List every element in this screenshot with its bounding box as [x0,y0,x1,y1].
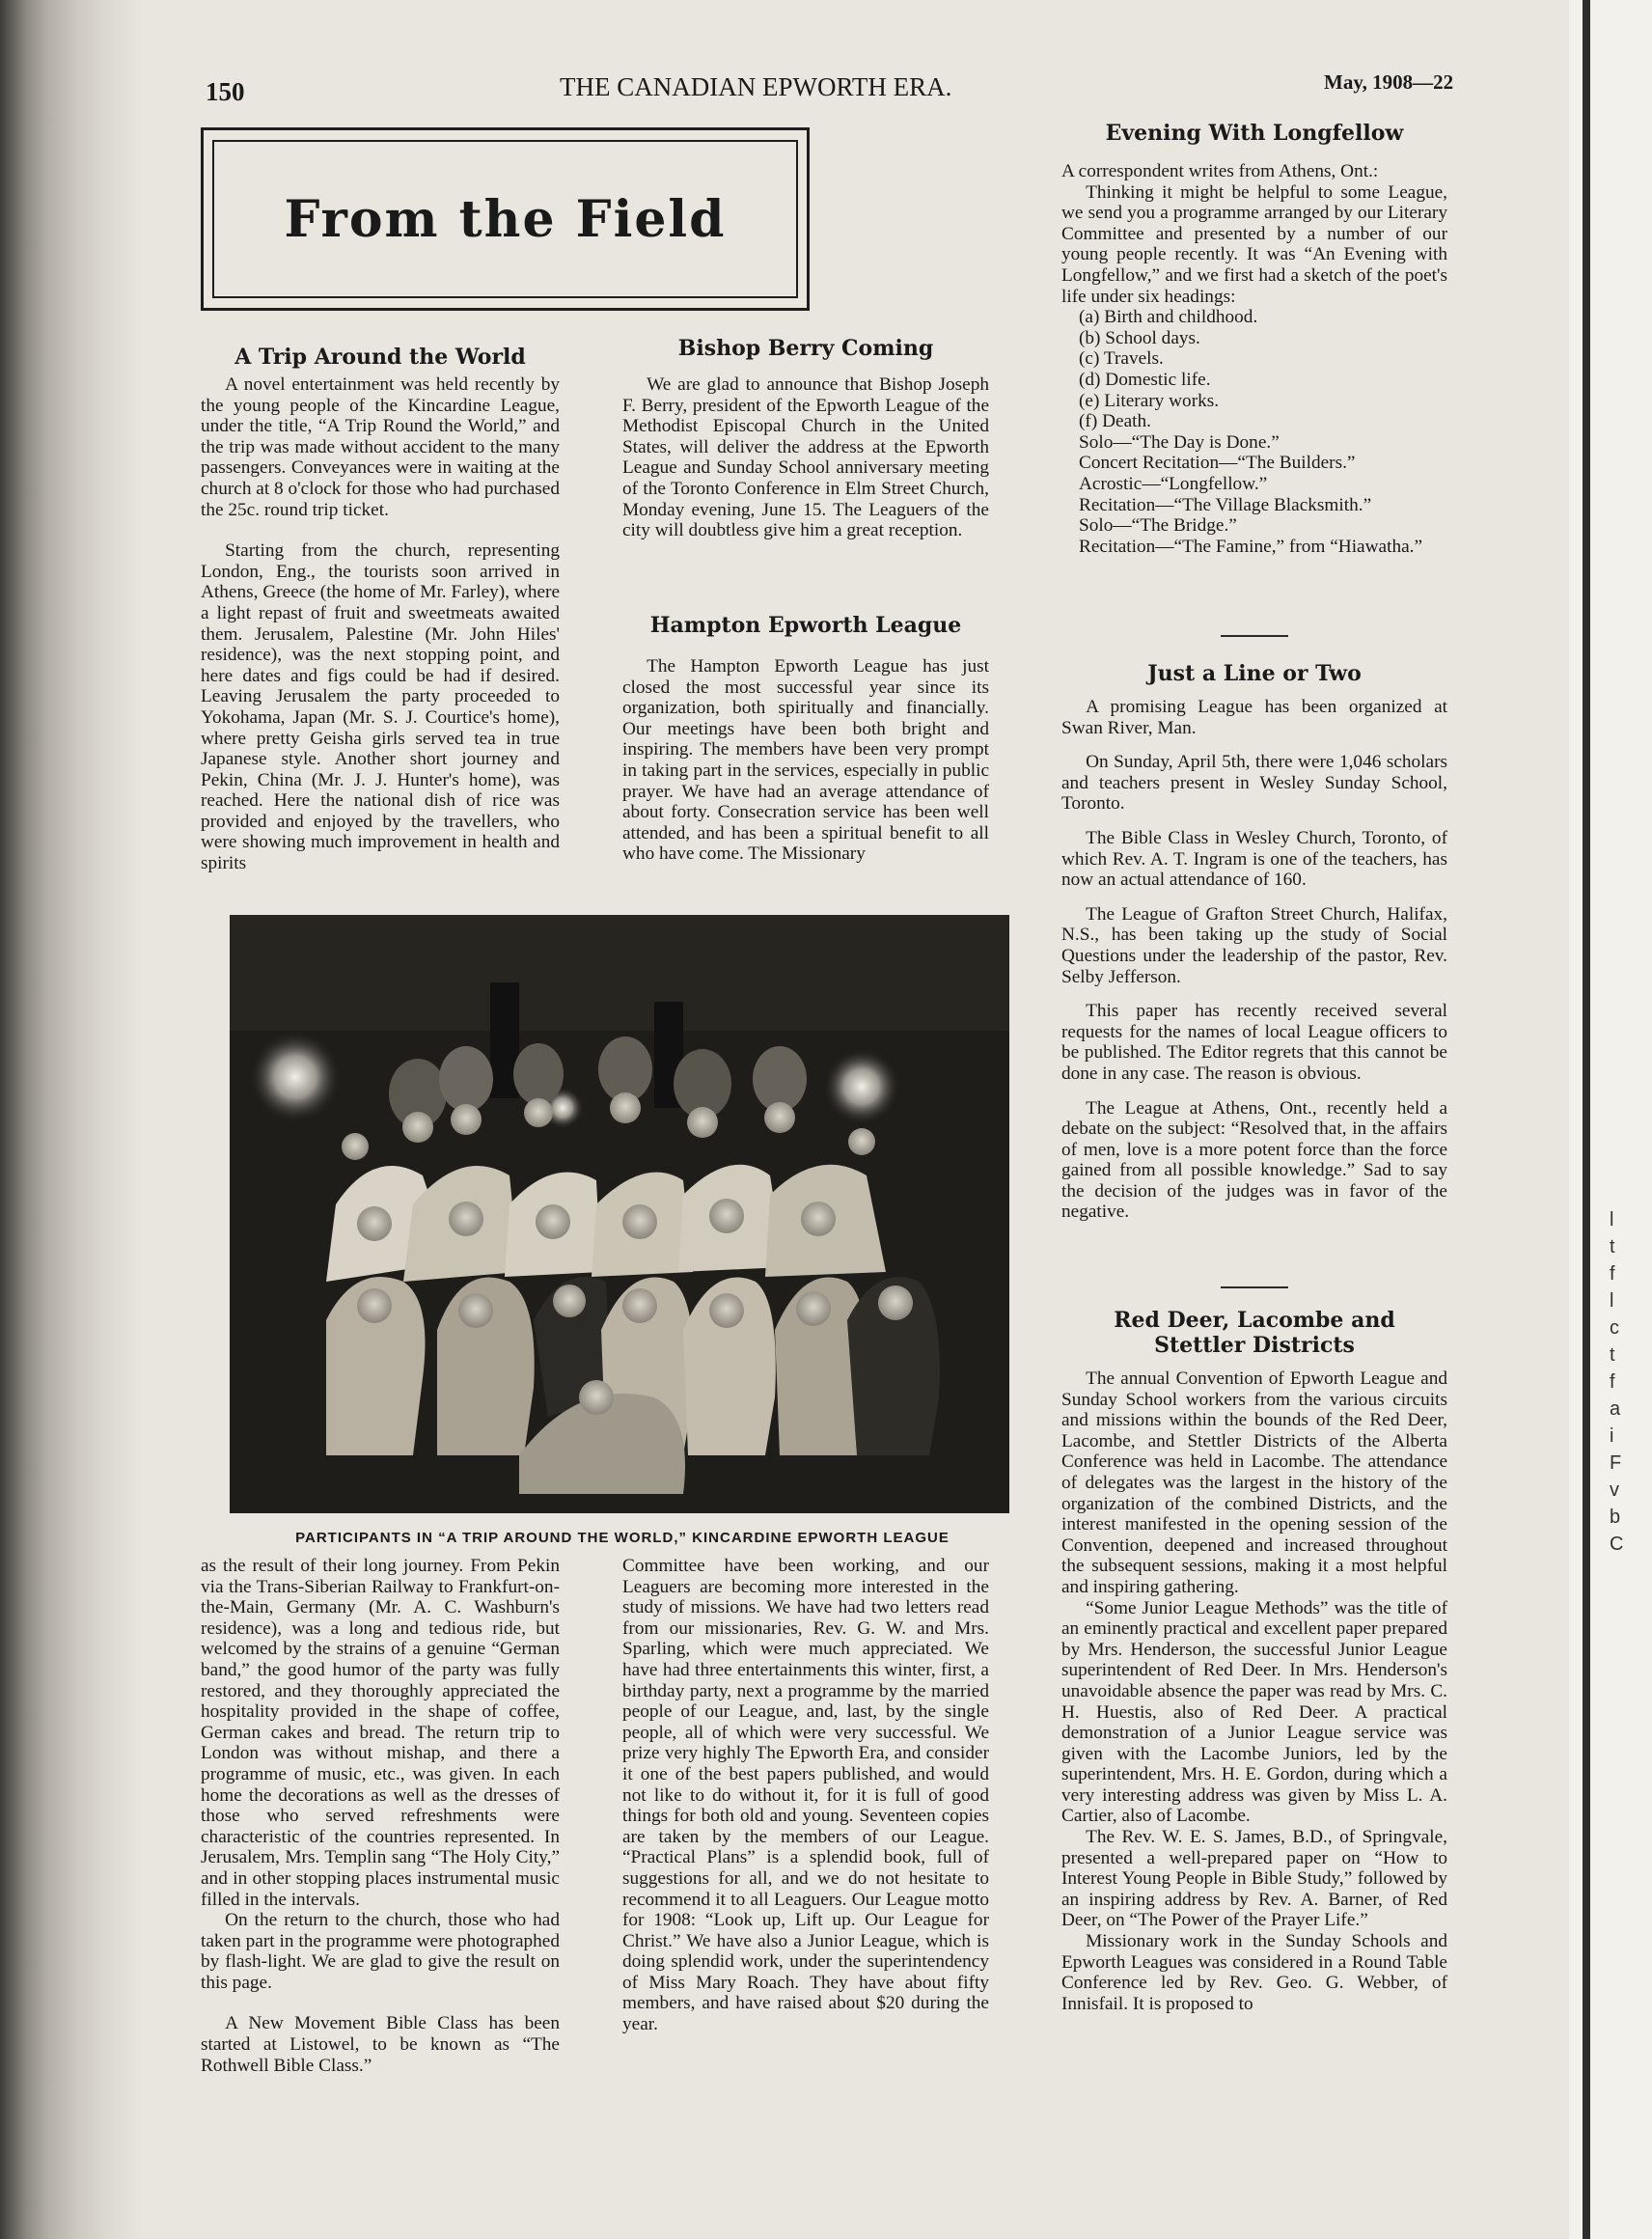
article-just-a-line [1061,697,1447,1223]
separator-rule [1221,1286,1288,1288]
programme-item: Acrostic—“Longfellow.” [1079,473,1268,494]
programme-item: (a) Birth and childhood. [1079,307,1258,328]
heading-line: Red Deer, Lacombe and [1114,1308,1395,1333]
edge-letter: C [1610,1534,1624,1555]
paragraph: A novel entertainment was held recently by the young people of the Kincardine League, under the title, “A Trip Round the World,” and the trip was made without accident to the many passengers. Conveyances were in waiting at the church at 8 o'clock for those who had purchased the 25c. round trip ticket. [201,374,560,520]
edge-letter: l [1610,1209,1614,1230]
heading-trip-around-world: A Trip Around the World [234,345,526,370]
article-berry [622,374,989,562]
article-red-deer [1061,1368,1447,2014]
edge-letter: a [1610,1398,1621,1420]
programme-item-last: Recitation—“The Famine,” from “Hiawatha.” [1079,536,1423,557]
programme-item: Recitation—“The Village Blacksmith.” [1079,494,1372,515]
programme-item: Concert Recitation—“The Builders.” [1079,453,1356,474]
edge-letter: F [1610,1452,1622,1474]
heading-red-deer [1061,1308,1447,1358]
heading-line: Stettler Districts [1154,1333,1355,1358]
running-title: THE CANADIAN EPWORTH ERA. [560,72,952,101]
book-binding-shadow [0,0,145,2239]
adjacent-page-edge [1569,0,1652,2239]
paragraph: We are glad to announce that Bishop Joseph F. Berry, president of the Epworth League of the Methodist Episcopal Church in the United States, will deliver the address at the Epworth League and Sunday School anniversary meeting of the Toronto Conference in Elm Street Church, Monday evening, June 15. The Leaguers of the city will doubtless give him a great reception. [622,374,989,541]
article-longfellow [1061,161,1447,577]
programme-list [1061,307,1447,537]
edge-letter-column [1610,1206,1623,1558]
paragraph: A correspondent writes from Athens, Ont.: [1061,161,1379,181]
heading-bishop-berry: Bishop Berry Coming [677,336,934,361]
section-banner [201,127,810,311]
page-number: 150 [206,77,245,106]
paragraph: as the result of their long journey. From Pekin via the Trans-Siberian Railway to Frankfurt-on-the-Main, Germany (Mr. A. C. Washburn's residence), was a long and tedious ride, but welcomed by the strains of a genuine “German band,” the good humor of the party was fully restored, and they thoroughly appreciated the hospitality provided in the shape of coffee, German cakes and bread. The return trip to London was without mishap, and there a programme of music, etc., was given. In each home the decorations as well as the dresses of those who served refreshments were characteristic of the countries represented. In Jerusalem, Mrs. Templin sang “The Holy City,” and in other stopping places instrumental music filled in the intervals. [201,1556,560,1910]
edge-letter: b [1610,1506,1621,1528]
paragraph: Thinking it might be helpful to some League, we send you a programme arranged by our Literary Committee and presented by a number of our young people recently. It was “An Evening with Longfellow,” and we first had a sketch of the poet's life under six headings: [1061,181,1447,307]
magazine-page [159,29,1549,2225]
paragraph: This paper has recently received several requests for the names of local League officers to be published. The Editor regrets that this cannot be done in any case. The reason is obvious. [1061,1001,1447,1084]
programme-item: (e) Literary works. [1079,390,1220,411]
paragraph: The annual Convention of Epworth League and Sunday School workers from the various circuits and missions within the bounds of the Red Deer, Lacombe, and Stettler Districts of the Alberta Conference was held in Lacombe. The attendance of delegates was the largest in the history of the organization of the combined Districts, and the interest manifested in the opening session of the Convention, deepened and increased throughout the subsequent sessions, making it a most helpful and inspiring gathering. [1061,1368,1447,1597]
programme-item: (b) School days. [1079,327,1200,348]
heading-just-a-line: Just a Line or Two [1147,661,1362,686]
paragraph: On the return to the church, those who had taken part in the programme were photographed by flash-light. We are glad to give the result on this page. [201,1910,560,1993]
edge-letter: t [1610,1236,1615,1258]
paragraph: A promising League has been organized at Swan River, Man. [1061,697,1447,738]
edge-letter: l [1610,1290,1614,1312]
article-hampton-part2 [622,1556,989,2035]
article-trip-part2 [201,1556,560,2096]
article-hampton-part1 [622,656,989,865]
paragraph: Missionary work in the Sunday Schools and Epworth Leagues was considered in a Round Table Conference led by Rev. Geo. G. Webber, of Innisfail. It is proposed to [1061,1931,1447,2014]
photo-caption: PARTICIPANTS IN “A TRIP AROUND THE WORLD,” KINCARDINE EPWORTH LEAGUE [295,1530,950,1546]
edge-letter: t [1610,1344,1615,1366]
heading-longfellow: Evening With Longfellow [1105,121,1404,146]
issue-date: May, 1908—22 [1324,70,1454,94]
programme-item: (d) Domestic life. [1079,369,1211,390]
edge-letter: f [1610,1371,1615,1393]
programme-item: Solo—“The Day is Done.” [1079,431,1280,453]
paragraph: “Some Junior League Methods” was the title of an eminently practical and excellent paper prepared by Mrs. Henderson, the successful Junior League superintendent of Red Deer. In Mrs. Henderson's unavoidable absence the paper was read by Mrs. C. H. Huestis, also of Red Deer. A practical demonstration of a Junior League service was given with the Lacombe Juniors, led by the superintendent, Mrs. H. E. Gordon, during which a very interesting address was given by Miss L. A. Cartier, also of Lacombe. [1061,1597,1447,1827]
edge-letter: v [1610,1479,1619,1501]
paragraph: The League of Grafton Street Church, Halifax, N.S., has been taking up the study of Social Questions under the leadership of the pastor, Rev. Selby Jefferson. [1061,903,1447,987]
paragraph: On Sunday, April 5th, there were 1,046 scholars and teachers present in Wesley Sunday School, Toronto. [1061,752,1447,815]
group-photograph [230,915,1009,1513]
separator-rule [1221,635,1288,637]
heading-hampton: Hampton Epworth League [649,613,962,638]
edge-letter: c [1610,1317,1619,1339]
edge-letter: f [1610,1263,1615,1285]
paragraph: The Bible Class in Wesley Church, Toronto, of which Rev. A. T. Ingram is one of the teachers, has now an actual attendance of 160. [1061,827,1447,891]
paragraph: The Hampton Epworth League has just closed the most successful year since its organization, both spiritually and financially. Our meetings have been both bright and inspiring. The members have been very prompt in taking part in the services, especially in public prayer. We have had an average attendance of about forty. Consecration service has been well attended, and has been a spiritual benefit to all who have come. The Missionary [622,656,989,865]
paragraph: The Rev. W. E. S. James, B.D., of Springvale, presented a well-prepared paper on “How to Interest Young People in Bible Study,” followed by an inspiring address by Rev. A. Barner, of Red Deer, on “The Power of the Prayer Life.” [1061,1827,1447,1931]
group-photo-drawing [230,915,1009,1513]
paragraph: The League at Athens, Ont., recently held a debate on the subject: “Resolved that, in the affairs of men, love is a more potent force than the force gained from all possible knowledge.” Sad to say the decision of the judges was in favor of the negative. [1061,1097,1447,1223]
programme-item: (f) Death. [1079,411,1151,432]
paragraph: Starting from the church, representing London, Eng., the tourists soon arrived in Athens, Greece (the home of Mr. Farley), where a light repast of fruit and sweetmeats awaited them. Jerusalem, Palestine (Mr. John Hiles' residence), was the next stopping point, and here dates and figs could be had if desired. Leaving Jerusalem the party proceeded to Yokohama, Japan (Mr. S. J. Courtice's home), where pretty Geisha girls served tea in true Japanese style. Another short journey and Pekin, China (Mr. J. J. Hunter's home), was reached. Here the national dish of rice was provided and enjoyed by the travellers, who were showing much improvement in health and spirits [201,540,560,874]
edge-dark-bar [1583,0,1590,2239]
programme-item: (c) Travels. [1079,348,1164,370]
section-title: From the Field [212,140,798,298]
paragraph: A New Movement Bible Class has been started at Listowel, to be known as “The Rothwell Bible Class.” [201,2013,560,2076]
edge-letter: i [1610,1425,1614,1447]
programme-item: Solo—“The Bridge.” [1079,515,1237,537]
paragraph: Committee have been working, and our Leaguers are becoming more interested in the study of missions. We have had two letters read from our missionaries, Rev. G. W. and Mrs. Sparling, which were much appreciated. We have had three entertainments this winter, first, a birthday party, next a programme by the married people of our League, and, last, by the single people, all of which were very successful. We prize very highly The Epworth Era, and consider it one of the best papers published, and would not like to do without it, for it is full of good things for both old and young. Seventeen copies are taken by the members of our League. “Practical Plans” is a splendid book, full of suggestions for all, and we do not hesitate to recommend it to all Leaguers. Our League motto for 1908: “Look up, Lift up. Our League for Christ.” We have also a Junior League, which is doing splendid work, under the superintendency of Miss Mary Roach. They have about fifty members, and have raised about $20 during the year. [622,1556,989,2035]
article-trip-part1 [201,374,560,874]
